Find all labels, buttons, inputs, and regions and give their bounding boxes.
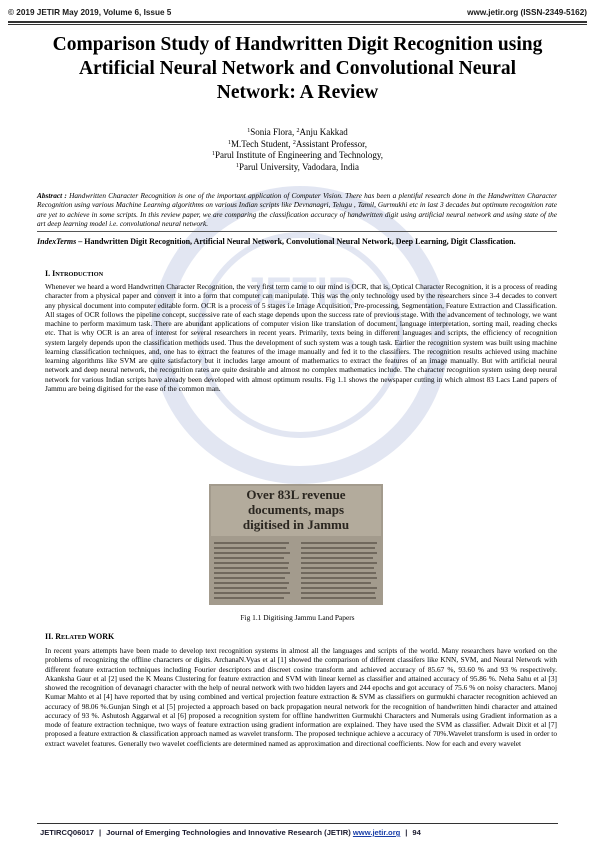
section-heading-related-work: II. RELATED WORK xyxy=(45,632,115,641)
header-rule xyxy=(8,21,587,25)
header-right: www.jetir.org (ISSN-2349-5162) xyxy=(467,8,587,17)
author-institute: $^1$Parul Institute of Engineering and Technology, xyxy=(211,150,384,160)
related-work-paragraph: In recent years attempts have been made to develop text recognition systems in almost all the languages and scripts of the world. Many researchers have worked on the problems of recognizing the offline characters or digits. ArchanaN.Vyas et al [1] showed the comparison of different classifers like KNN, SVM, and Neural Network with different feature extraction techniques including Fourier descriptors and discreet cosine transform and achieved accuracy of 85.67 %, 93.60 % and 93 % respectively. Akanksha Gaur et al [2] used the K Means Clustering for feature extraction and SVM with linear kernel as classifier and attained accuracy of 95.86 %. Neha Sahu et al [3] showed the recognition of devanagri character with the help of neural network with two hidden layers and 244 epochs and got accuracy of 75.6 % on noisy characters. Manoj Kumar Mahto et al [4] have reported that by using combined and vertical projection feature extraction & SVM as classifiers on gurmukhi character recognition achieved an accuracy of 98.06 %.Gunjan Singh et al [5] projected a approach based on back propagation neural network for the recognition of handwritten hindi character and attained accuracy of 93 %. Ashutosh Aggarwal et al [6] proposed a recognition system for offline handwritten Gurmukhi Characters and Numerals using Gradient information as a mode of feature extraction technique, two ways of feature extraction using gradient information are explained. They have used the SVM as classifier. Adwait Dixit et al [7] proposed a feature extraction & classification approach named as wavelet transform. The proposed technique achieve a accuracy of 70%.Wavelet transform is used in order to extract wavelet features. Generally two wavelet coefficients are determined named as approximation and directional coefficients. Now for each and every wavelet xyxy=(45,646,557,748)
figure-caption: Fig 1.1 Digitising Jammu Land Papers xyxy=(240,613,355,622)
introduction-paragraph: Whenever we heard a word Handwritten Character Recognition, the very first term came to our mind is OCR, that is, Optical Character Recognition, it is a process of reading character from a physical paper and convert it into a form that computer can manipulate. This was the only technology used by the researchers since 3-4 decades to convert any physical document into computer editable form. OCR is a process of 5 stages i.e Image Acquisition, Pre-processing, Segmentation, Feature Extraction and Classification. All stages of OCR follows the pipeline concept, successive rate of each stage depends upon the success rate of previous stage. With the advancement of technology, we want machine to perform maximum task. There are abundant applications of computer vision like translation of document, language interpretation, sorting mail, reading checks etc. That is why OCR is an area of interest for several researchers in recent years. Primarily, texts being in different languages and scripts, the efficiency of recognition system largely depends upon the classification methods used. Thus the development of such system was a tough task. Earlier the recognition system was built using machine learning classification techniques, and, one has to extract the features of the image manually and fed it to the classifiers. The recognition results achieved using machine learning algorithms like SVM are quite satisfactory but it includes large amount of mathematics to extract the features of an image manually. But with artificial neural network and deep neural network, the recognition rates are quite desirable and almost no complex mathematics include. The character recognition system using deep neural network for various Indian scripts have already been developed with almost optimum results. Fig 1.1 shows the newspaper cutting in which almost 83 Lacs Land papers of Jammu are being digitised for the ease of the common man. xyxy=(45,282,557,393)
newspaper-figure xyxy=(209,484,383,605)
running-footer: JETIRCQ06017 | Journal of Emerging Technologies and Innovative Research (JETIR) www.jetir.org | 94 xyxy=(40,828,421,837)
author-block xyxy=(0,127,595,173)
index-terms-label: IndexTerms xyxy=(37,237,77,246)
figure-headline-2: documents, maps xyxy=(247,502,345,517)
figure-headline-3: digitised in Jammu xyxy=(242,517,350,532)
abstract xyxy=(37,191,557,228)
footer-page-number: 94 xyxy=(412,828,421,837)
watermark-text: JETIR xyxy=(243,270,357,314)
abstract-text: Handwritten Character Recognition is one of the important application of Computer Vision. There has been a plentiful research done in the Handwritten Character Recognition using various Machine Learning algorithms on various Indian scripts like Devnanagri, Telugu , Tamil, Gurmukhi etc in last 3 decades but optimum recognition rate are yet to achieve in some scripts. In this review paper, we are comparing the classification accuracy of handwritten digit using artificial neural network and using state of the art deep learning model i.e. convolutional neural network. xyxy=(37,191,558,228)
header-left: © 2019 JETIR May 2019, Volume 6, Issue 5 xyxy=(8,8,172,17)
figure-headline-1: Over 83L revenue xyxy=(246,487,346,502)
footer-paper-id: JETIRCQ06017 xyxy=(40,828,95,837)
newspaper-clipping-image xyxy=(209,484,383,605)
author-affiliation: $^1$M.Tech Student, $^2$Assistant Professor, xyxy=(227,138,367,149)
paper-title: Comparison Study of Handwritten Digit Recognition using Artificial Neural Network and Convolutional Neural Network: A Review xyxy=(52,34,543,103)
section-heading-introduction: I. INTRODUCTION xyxy=(45,269,104,278)
footer-link[interactable]: www.jetir.org xyxy=(352,828,401,837)
abstract-divider xyxy=(37,231,557,232)
footer-rule xyxy=(37,823,558,824)
author-university: $^1$Parul University, Vadodara, India xyxy=(236,161,359,172)
index-terms-text: – Handwritten Digit Recognition, Artificial Neural Network, Convolutional Neural Network, Deep Learning, Digit Classfication. xyxy=(76,237,516,246)
footer-journal: Journal of Emerging Technologies and Innovative Research (JETIR) xyxy=(106,828,351,837)
author-names: $^1$Sonia Flora, $^2$Anju Kakkad xyxy=(247,127,348,137)
abstract-label: Abstract : xyxy=(37,191,67,200)
index-terms xyxy=(37,237,557,247)
running-header xyxy=(8,8,587,20)
